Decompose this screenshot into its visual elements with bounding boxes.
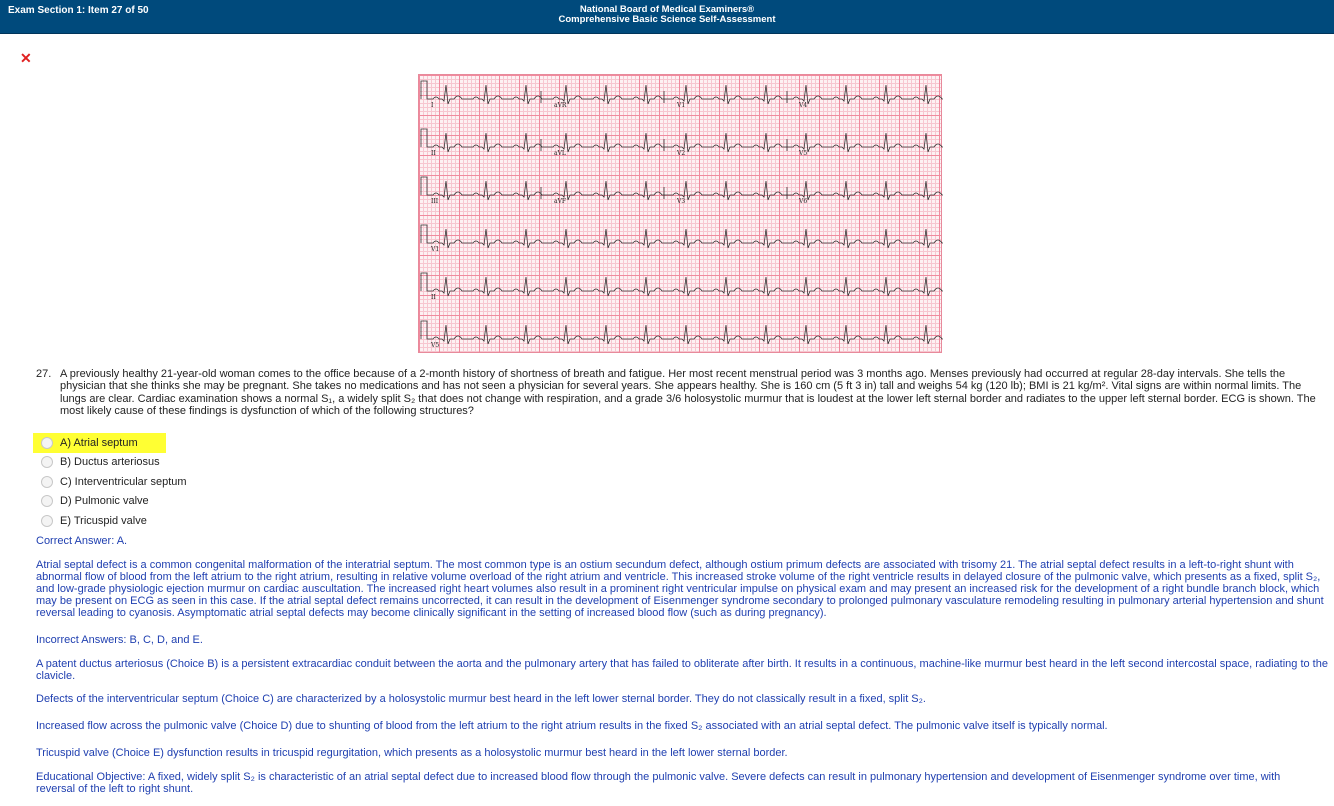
answer-choices — [38, 433, 198, 531]
exam-header — [0, 0, 1334, 34]
choice-c[interactable] — [38, 472, 198, 492]
lead-label: II — [431, 294, 436, 301]
ecg-trace — [421, 81, 943, 104]
explanation-choice-d: Increased flow across the pulmonic valve (Choice D) due to shunting of blood from the left atrium to the right atrium results in the fixed S₂ associated with an atrial septal defect. The pulmonic valve itself is typically normal. — [36, 720, 1108, 732]
educational-objective: Educational Objective: A fixed, widely split S₂ is characteristic of an atrial septal defect due to increased blood flow through the pulmonic valve. Severe defects can result in pulmonary hypertension and development of Eisenmenger syndrome over time, with reversal of the left to right shunt. — [36, 771, 1281, 795]
lead-label: V1 — [677, 102, 686, 109]
choice-a[interactable] — [33, 433, 166, 453]
exam-section-label: Exam Section 1: Item 27 of 50 — [8, 5, 149, 16]
choice-label: D) Pulmonic valve — [60, 495, 149, 508]
correct-answer: Correct Answer: A. — [36, 535, 128, 547]
lead-label: V3 — [677, 198, 686, 205]
lead-label: V1 — [431, 246, 440, 253]
choice-label: C) Interventricular septum — [60, 475, 187, 488]
exam-title — [0, 5, 1334, 25]
lead-label: III — [431, 198, 439, 205]
lead-label: I — [431, 102, 434, 109]
ecg-trace — [421, 273, 943, 296]
radio-button[interactable] — [41, 456, 53, 468]
ecg-trace — [421, 321, 943, 344]
incorrect-answers: Incorrect Answers: B, C, D, and E. — [36, 634, 203, 646]
choice-label: B) Ductus arteriosus — [60, 456, 160, 469]
lead-label: aVF — [554, 198, 567, 205]
ecg-trace — [421, 177, 943, 200]
choice-label: E) Tricuspid valve — [60, 514, 147, 527]
org-name: National Board of Medical Examiners® — [579, 4, 755, 15]
question-number: 27. — [36, 368, 52, 380]
radio-button[interactable] — [41, 437, 53, 449]
close-x-icon[interactable]: ✕ — [20, 50, 32, 66]
lead-label: aVR — [554, 102, 567, 109]
question-block — [36, 368, 1326, 417]
choice-b[interactable] — [38, 453, 198, 473]
ecg-traces — [419, 75, 943, 354]
lead-label: aVL — [554, 150, 566, 157]
ecg-trace — [421, 129, 943, 152]
radio-button[interactable] — [41, 495, 53, 507]
choice-label: A) Atrial septum — [60, 436, 138, 449]
lead-label: V5 — [799, 150, 808, 157]
exam-name: Comprehensive Basic Science Self-Assessment — [558, 14, 776, 25]
question-stem: A previously healthy 21-year-old woman comes to the office because of a 2-month history of shortness of breath and fatigue. Her most recent menstrual period was 3 months ago. Menses previously had occurred at regular 28-day intervals. She tells the physician that she thinks she may be pregnant. She takes no medications and has not seen a physician for several years. She appears healthy. She is 160 cm (5 ft 3 in) tall and weighs 54 kg (120 lb); BMI is 21 kg/m². Vital signs are within normal limits. The lungs are clear. Cardiac examination shows a normal S₁, a widely split S₂ that does not change with respiration, and a grade 3/6 holosystolic murmur that is loudest at the lower left sternal border and radiates to the upper left sternal border. ECG is shown. The most likely cause of these findings is dysfunction of which of the following structures? — [60, 368, 1316, 417]
lead-label: V6 — [799, 198, 808, 205]
radio-button[interactable] — [41, 476, 53, 488]
radio-button[interactable] — [41, 515, 53, 527]
choice-e[interactable] — [38, 511, 198, 531]
explanation-choice-e: Tricuspid valve (Choice E) dysfunction results in tricuspid regurgitation, which presents as a holosystolic murmur best heard in the left lower sternal border. — [36, 747, 788, 759]
choice-d[interactable] — [38, 492, 198, 512]
explanation-choice-c: Defects of the interventricular septum (Choice C) are characterized by a holosystolic murmur best heard in the left lower sternal border. They do not classically result in a fixed, split S₂. — [36, 693, 926, 705]
ecg-trace — [421, 225, 943, 248]
correct-explanation: Atrial septal defect is a common congenital malformation of the interatrial septum. The most common type is an ostium secundum defect, although ostium primum defects are associated with trisomy 21. The atrial septal defect results in a left-to-right shunt with abnormal flow of blood from the left atrium to the right atrium, resulting in relative volume overload of the right atrium and ventricle. This increased stroke volume of the right ventricle results in delayed closure of the pulmonic valve, which presents as a fixed, split S₂, and low-grade physiologic ejection murmur on cardiac auscultation. The increased right heart volumes also result in a prominent right ventricular impulse on physical exam and may present an increased risk for the development of a right bundle branch block, which may be present on ECG as seen in this case. If the atrial septal defect remains uncorrected, it can result in the development of Eisenmenger syndrome secondary to prolonged pulmonary vasculature remodeling resulting in pulmonary arterial hypertension and shunt reversal leading to cyanosis. Asymptomatic atrial septal defects may become clinically significant in the setting of increased blood flow (such as during pregnancy). — [36, 559, 1324, 619]
explanation-choice-b: A patent ductus arteriosus (Choice B) is a persistent extracardiac conduit between the aorta and the pulmonary artery that has failed to obliterate after birth. It results in a continuous, machine-like murmur best heard in the left second intercostal space, radiating to the clavicle. — [36, 658, 1328, 682]
lead-label: V2 — [677, 150, 686, 157]
lead-label: II — [431, 150, 436, 157]
ecg-image — [418, 74, 942, 353]
lead-label: V4 — [799, 102, 808, 109]
lead-label: V5 — [431, 342, 440, 349]
